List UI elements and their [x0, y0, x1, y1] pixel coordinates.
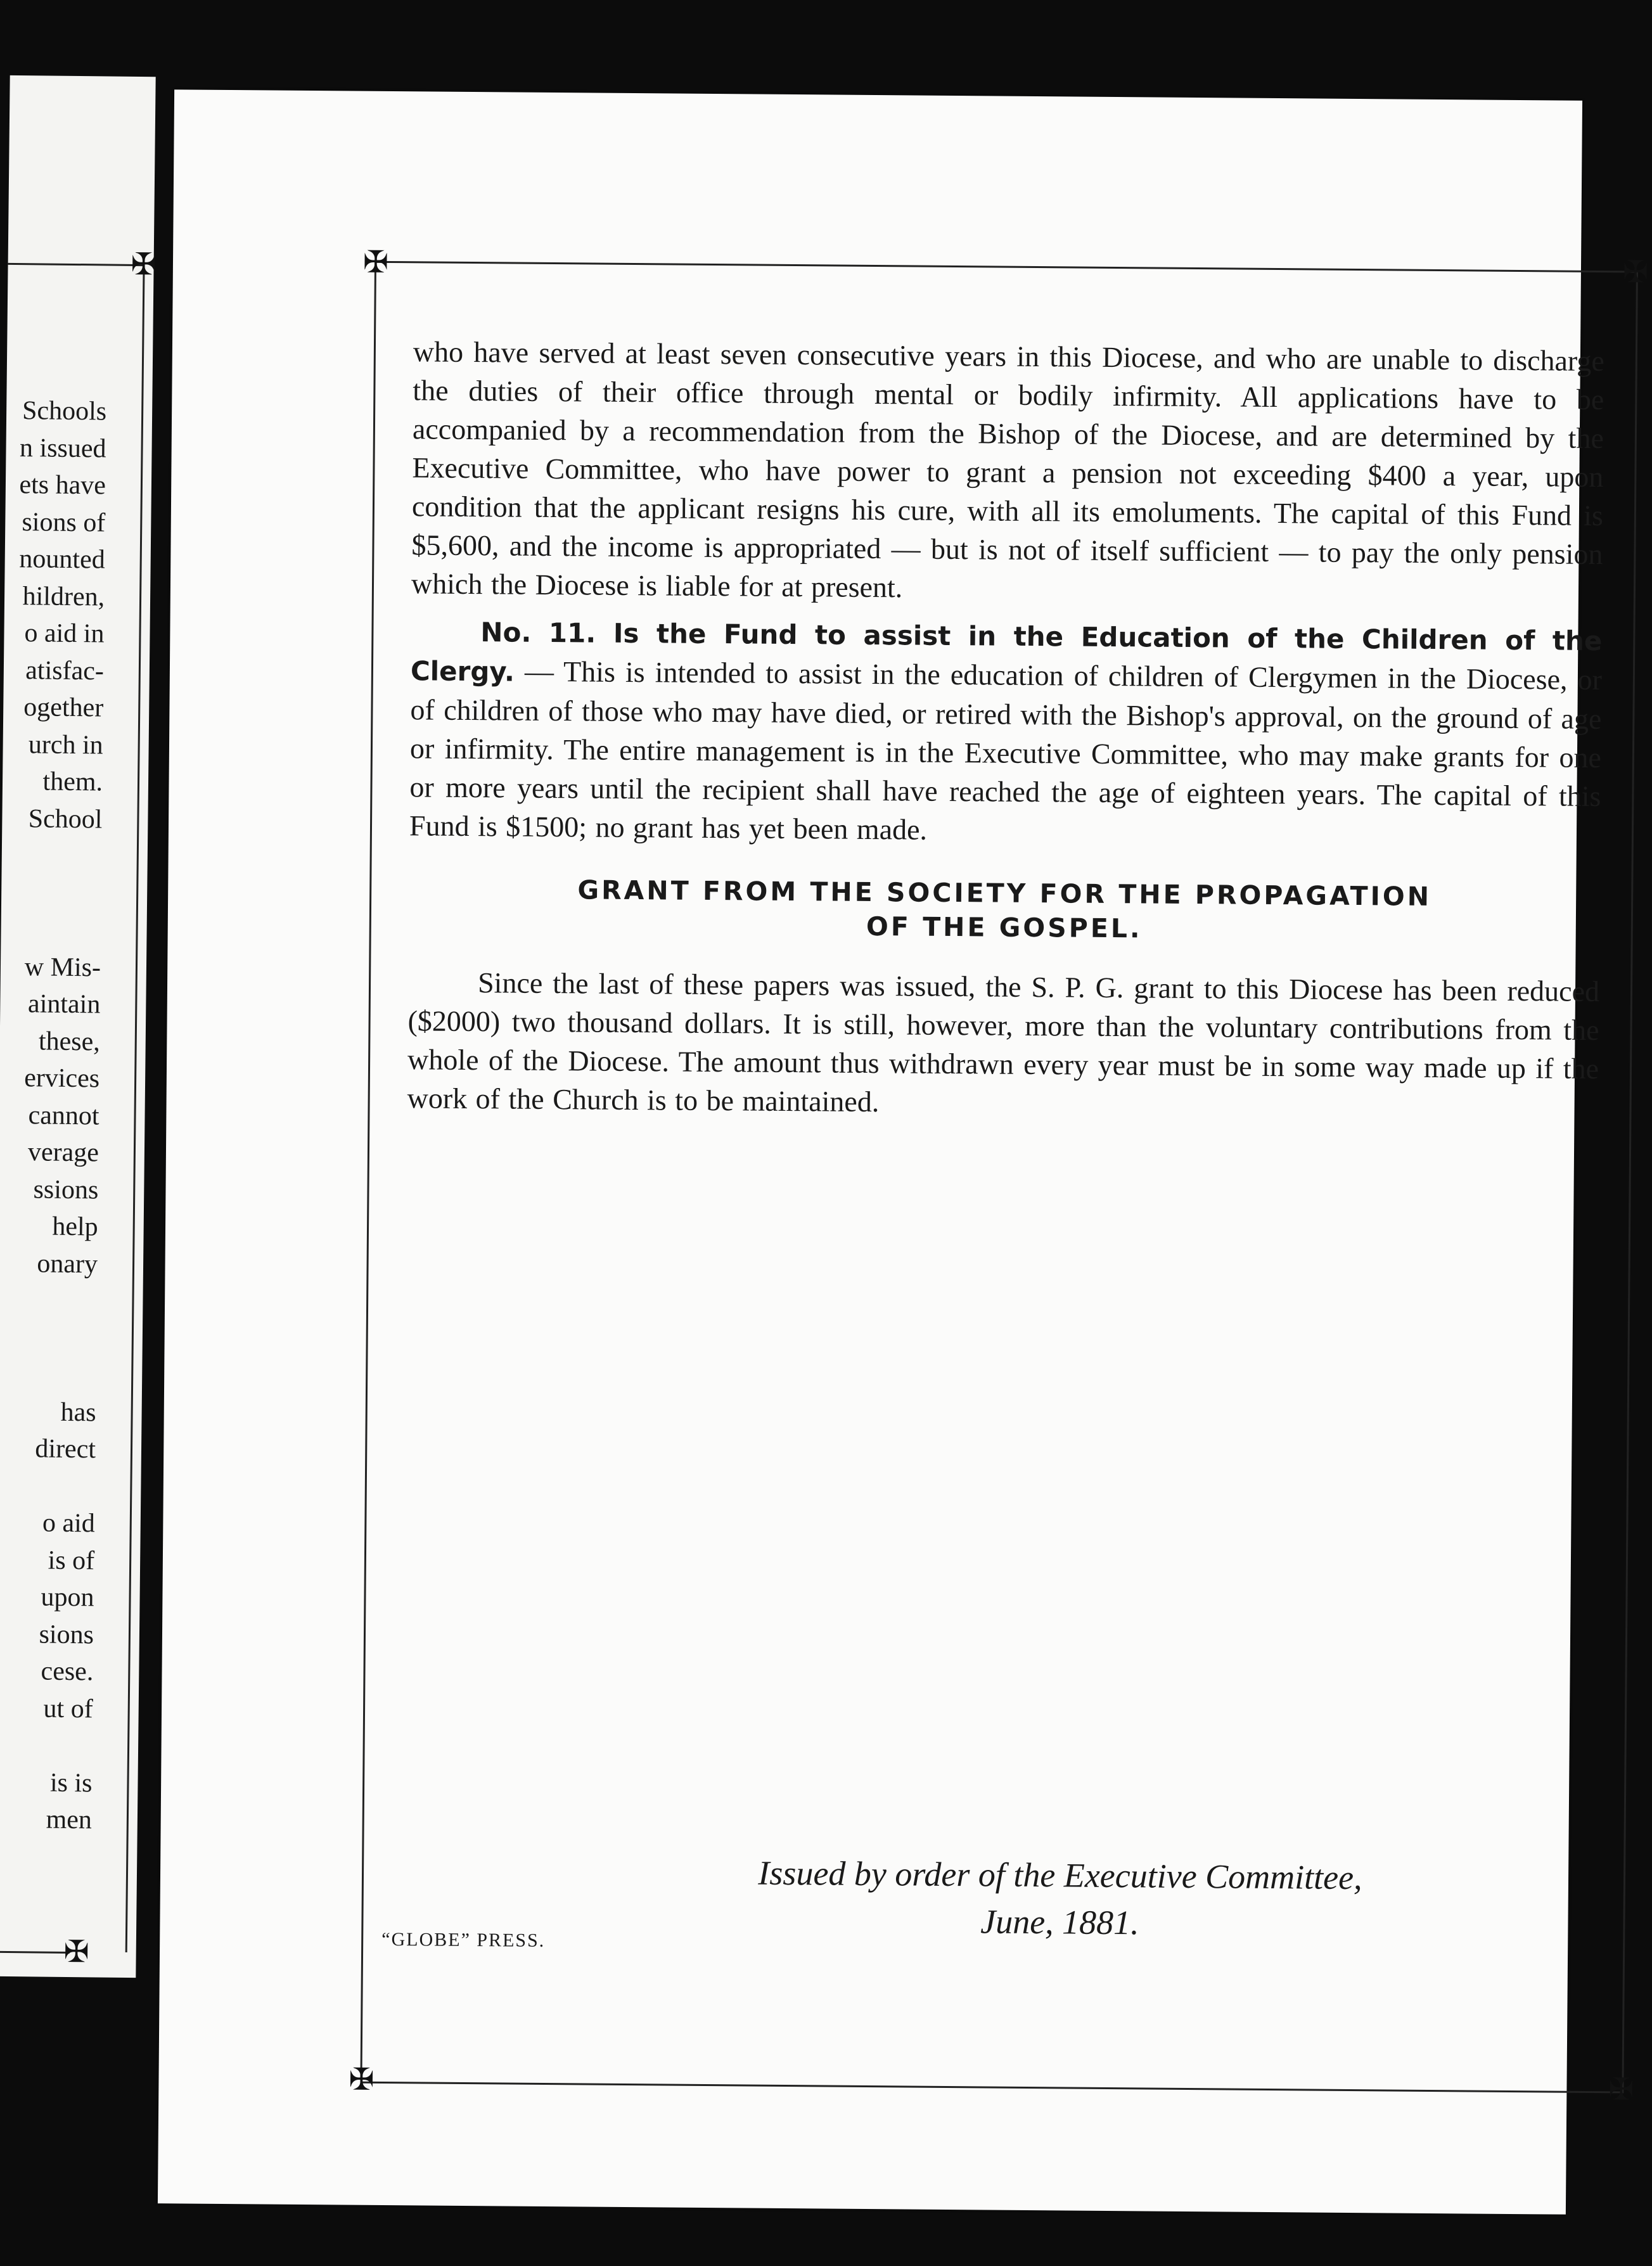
left-page-line: cese. [41, 1656, 94, 1687]
left-frame-right-rule [125, 264, 145, 1952]
cross-ornament-icon: ✠ [63, 1933, 90, 1970]
pension-fund-paragraph: who have served at least seven consecutive years in this Diocese, and who are unable to discharge the duties of their office through mental or bodily infirmity. All applications have to be accompanied by a recommendation from the Bishop of the Diocese, and are determined by the Executive Committee, who have power to grant a pension not exceeding $400 a year, upon condition that the applicant resigns his cure, with all its emoluments. The capital of this Fund is $5,600, and the income is appropriated — but is not of itself sufficient — to pay the only pension which the Diocese is liable for at present. [411, 335, 1605, 604]
left-page-line: aintain [27, 989, 101, 1020]
left-page-line: verage [27, 1137, 99, 1168]
left-page-line: is of [48, 1546, 95, 1575]
left-page-line: direct [35, 1434, 96, 1464]
section-heading [409, 871, 1601, 949]
left-page-line: atisfac- [25, 655, 105, 686]
cross-ornament-icon: ✠ [362, 244, 389, 280]
left-page-line: urch in [28, 729, 103, 760]
left-page-line: n issued [19, 433, 106, 463]
left-page-line: men [46, 1805, 93, 1835]
left-page-line: these, [38, 1026, 100, 1056]
left-page-line: ets have [19, 470, 106, 501]
left-page-line: Schools [22, 396, 107, 426]
left-page-fragment [0, 75, 156, 1978]
issued-by-line: Issued by order of the Executive Committee, [758, 1853, 1362, 1897]
left-page-line: onary [37, 1248, 98, 1279]
left-page-line: ogether [23, 693, 104, 723]
left-page-line: nounted [19, 544, 105, 575]
left-page-line: them. [42, 767, 103, 797]
left-page-line: ervices [23, 1063, 100, 1094]
left-page-line: w Mis- [24, 952, 101, 982]
cross-ornament-icon: ✠ [131, 246, 157, 283]
left-page-line: is is [49, 1768, 93, 1798]
cross-ornament-icon: ✠ [349, 2061, 375, 2097]
left-page-line: help [52, 1212, 98, 1242]
issued-date-line: June, 1881. [980, 1902, 1139, 1942]
left-page-line: sions of [22, 507, 106, 537]
left-page-line: ssions [33, 1174, 99, 1205]
left-frame-bottom-rule [0, 1951, 70, 1954]
spg-grant-paragraph: Since the last of these papers was issued, the S. P. G. grant to this Diocese has been reduced ($2000) two thousand dollars. It is still, however, more than the voluntary contributions from the whole of the Diocese. The amount thus withdrawn every year must be in some way made up if the work of the Church is to be maintained. [407, 966, 1600, 1118]
left-page-line: ut of [43, 1694, 93, 1724]
left-page-line: hildren, [22, 581, 105, 611]
left-page-line: has [60, 1397, 96, 1427]
left-page-text [10, 75, 156, 1835]
left-frame-top-rule [8, 263, 144, 266]
left-page-line: School [28, 803, 103, 834]
document-page [158, 89, 1649, 2214]
education-fund-body: — This is intended to assist in the education of children of Clergymen in the Diocese, or of children of those who may have died, or retired with the Bishop's approval, on the ground of age or infirmity. The entire management is in the Executive Committee, who may make grants for one or more years until the recipient shall have reached the age of eighteen years. The capital of this Fund is $1500; no grant has yet been made. [409, 655, 1603, 846]
left-page-line: upon [41, 1582, 94, 1613]
left-page-line: cannot [28, 1100, 99, 1130]
left-page-line: sions [39, 1619, 94, 1649]
cross-ornament-icon: ✠ [1622, 254, 1649, 290]
issued-by-notice [679, 1849, 1440, 1949]
page-content [407, 332, 1604, 1127]
education-fund-paragraph [409, 611, 1603, 854]
left-page-line: o aid [42, 1508, 96, 1539]
cross-ornament-icon: ✠ [1608, 2071, 1634, 2108]
section-heading-line1: GRANT FROM THE SOCIETY FOR THE PROPAGATION [577, 874, 1432, 912]
printer-imprint: “GLOBE” PRESS. [381, 1928, 546, 1952]
left-page-line: o aid in [24, 618, 105, 649]
section-heading-line2: OF THE GOSPEL. [866, 911, 1143, 944]
education-fund-heading: No. 11. Is the Fund to assist in the Education of the Children of the Clergy. [410, 617, 1603, 688]
